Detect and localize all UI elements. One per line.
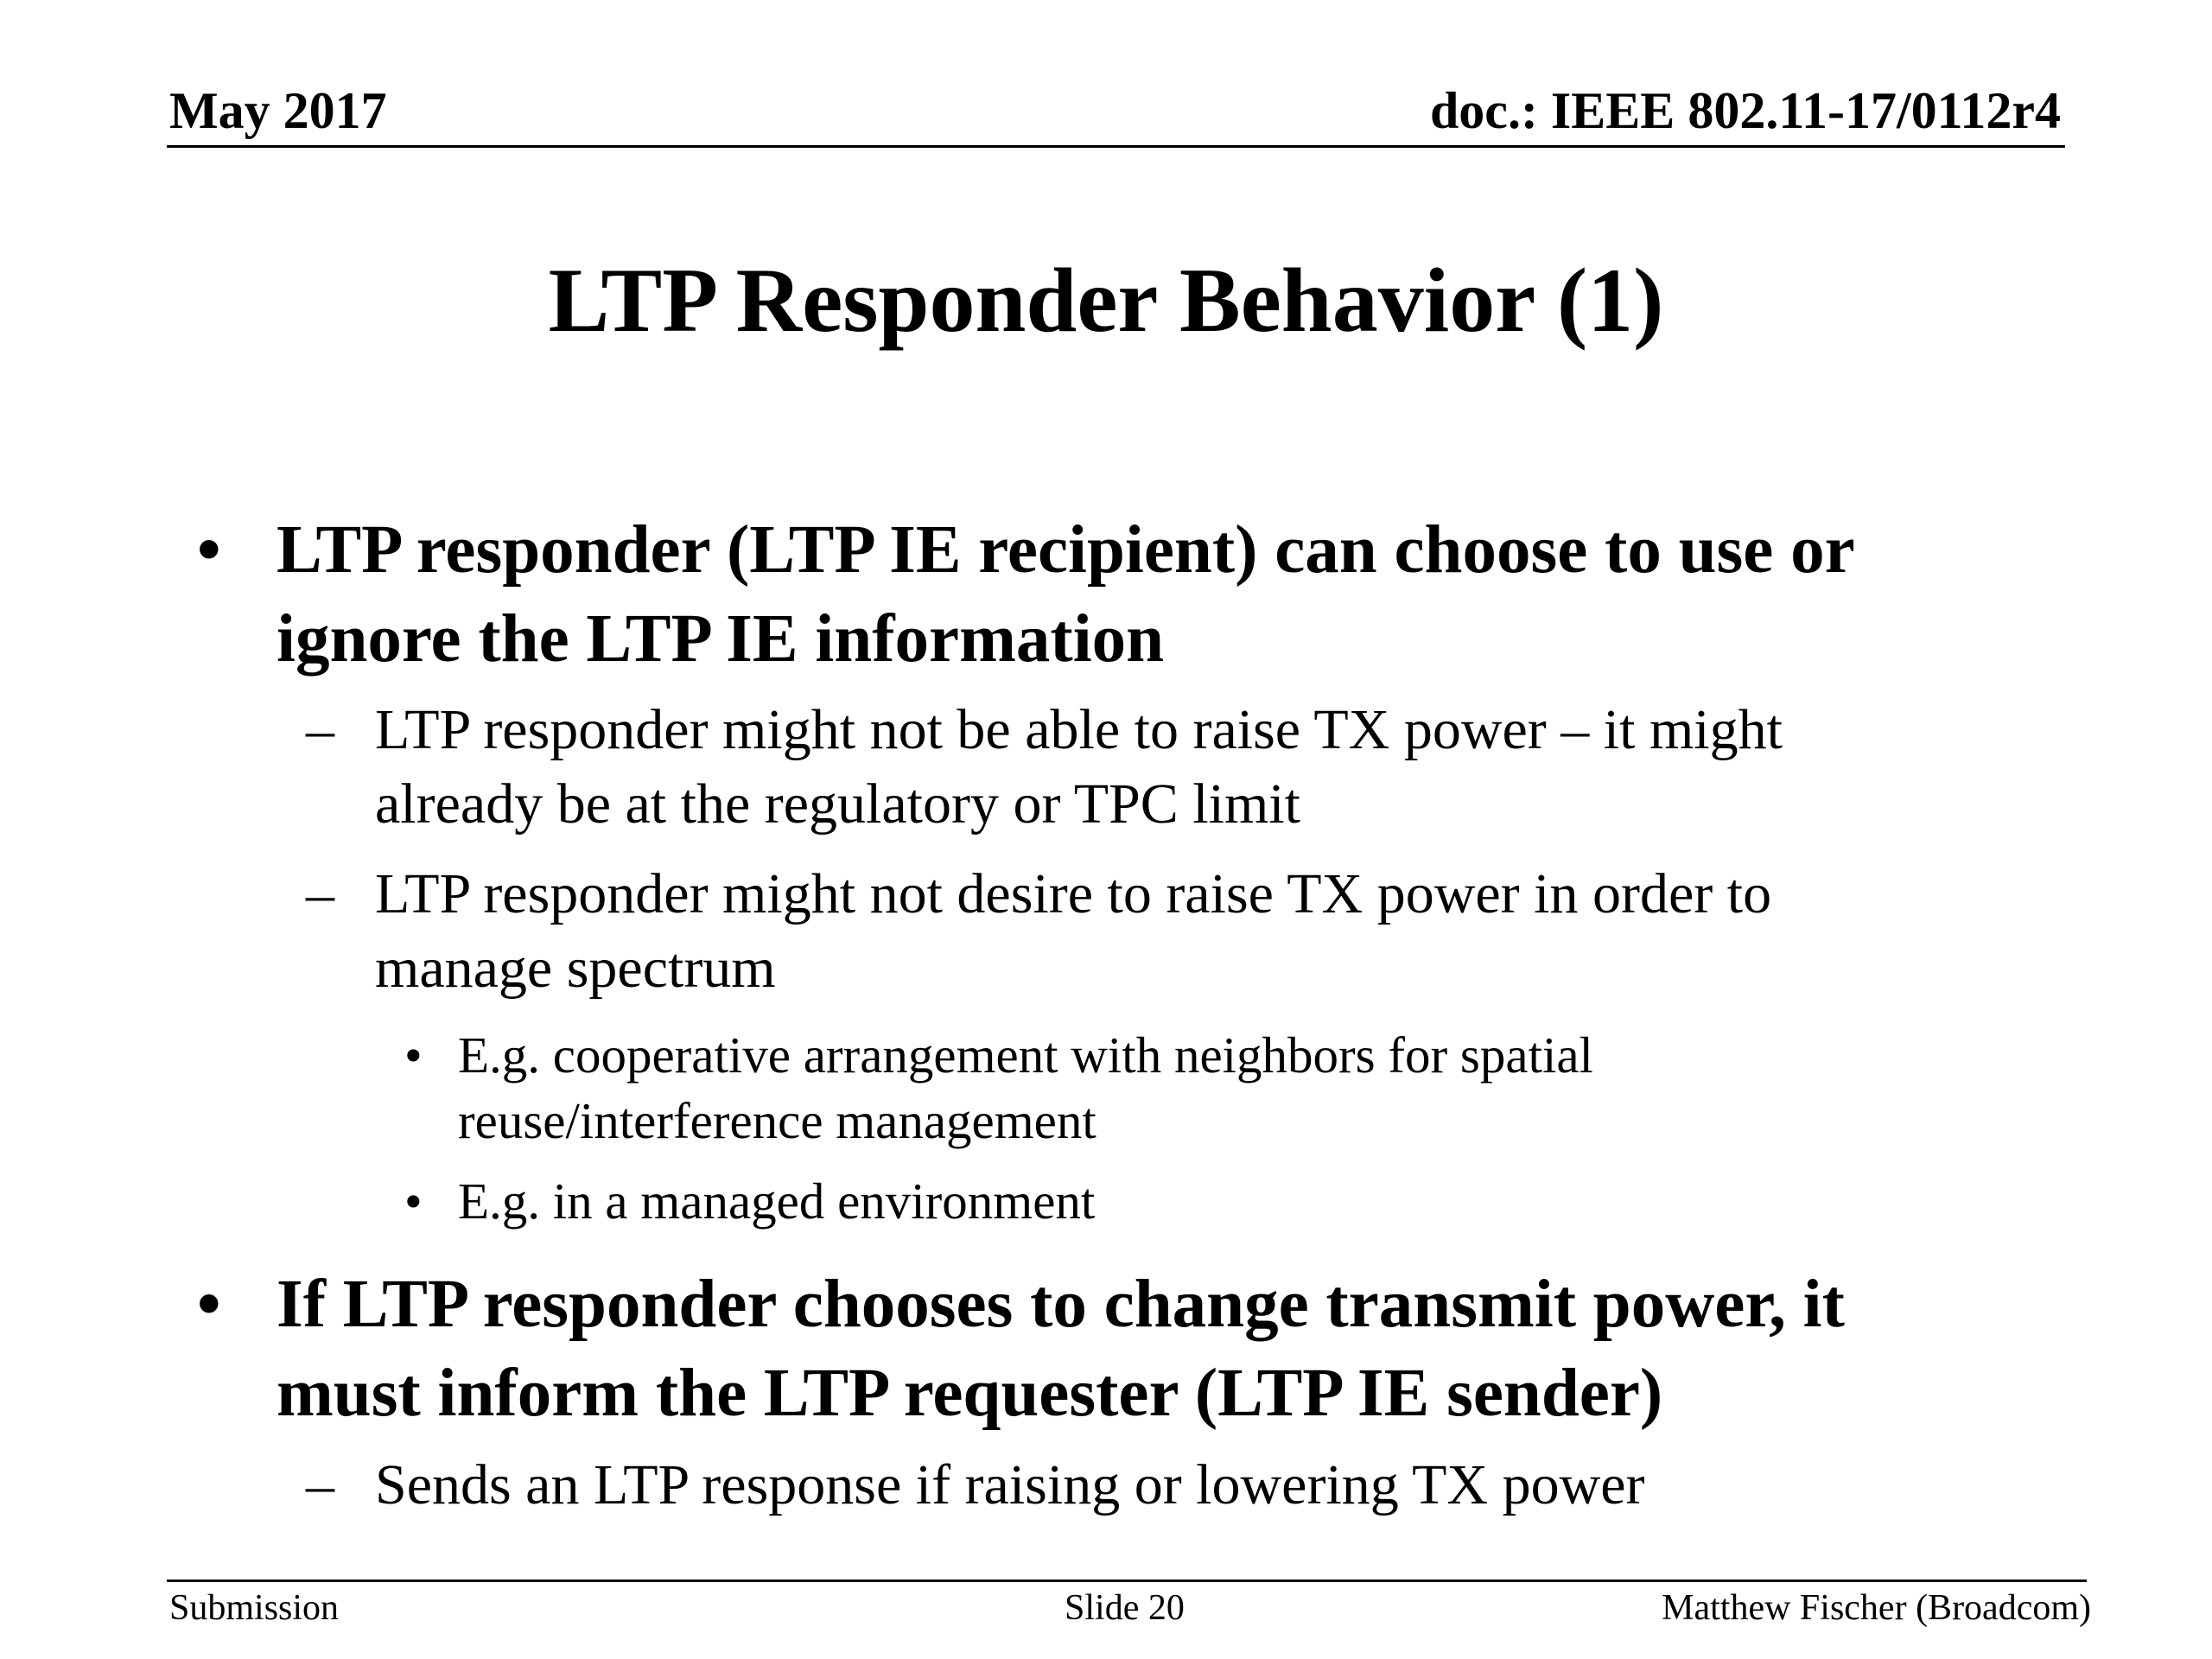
bullet-line: must inform the LTP requester (LTP IE sender) [276, 1356, 1663, 1431]
dash-marker: – [306, 862, 334, 925]
header-doc-id: doc.: IEEE 802.11-17/0112r4 [1429, 82, 2061, 139]
bullet-line: ignore the LTP IE information [276, 601, 1165, 677]
bullet-text [276, 505, 1855, 683]
bullet-text [458, 1022, 1593, 1154]
bullet-line: already be at the regulatory or TPC limit [375, 772, 1300, 836]
bullet-text [375, 1448, 1645, 1522]
slide-title: LTP Responder Behavior (1) [548, 250, 1664, 351]
bullet-line: If LTP responder chooses to change transmit power, it [276, 1267, 1845, 1342]
bullet-line: Sends an LTP response if raising or lowering TX power [375, 1453, 1645, 1516]
bullet-text [375, 857, 1771, 1006]
footer-author: Matthew Fischer (Broadcom) [1662, 1588, 2091, 1628]
bullet-text [375, 693, 1783, 842]
header-divider [167, 145, 2065, 148]
bullet-marker: • [404, 1173, 423, 1230]
bullet-text [276, 1260, 1845, 1438]
footer-slide-number: Slide 20 [1065, 1588, 1185, 1628]
bullet-marker: • [197, 1267, 221, 1342]
bullet-text [458, 1168, 1095, 1234]
bullet-line: reuse/interference management [458, 1092, 1096, 1149]
bullet-line: LTP responder (LTP IE recipient) can choose to use or [276, 512, 1855, 588]
header-date: May 2017 [169, 82, 387, 139]
bullet-line: LTP responder might not desire to raise TX power in order to [375, 862, 1772, 925]
bullet-marker: • [404, 1027, 423, 1084]
footer-divider [167, 1580, 2087, 1582]
bullet-line: E.g. in a managed environment [458, 1173, 1096, 1230]
bullet-line: E.g. cooperative arrangement with neighbors for spatial [458, 1027, 1593, 1084]
dash-marker: – [306, 1453, 334, 1516]
bullet-marker: • [197, 512, 221, 588]
bullet-line: manage spectrum [375, 937, 776, 1000]
bullet-line: LTP responder might not be able to raise TX power – it might [375, 698, 1783, 761]
dash-marker: – [306, 698, 334, 761]
footer-submission: Submission [169, 1588, 340, 1628]
